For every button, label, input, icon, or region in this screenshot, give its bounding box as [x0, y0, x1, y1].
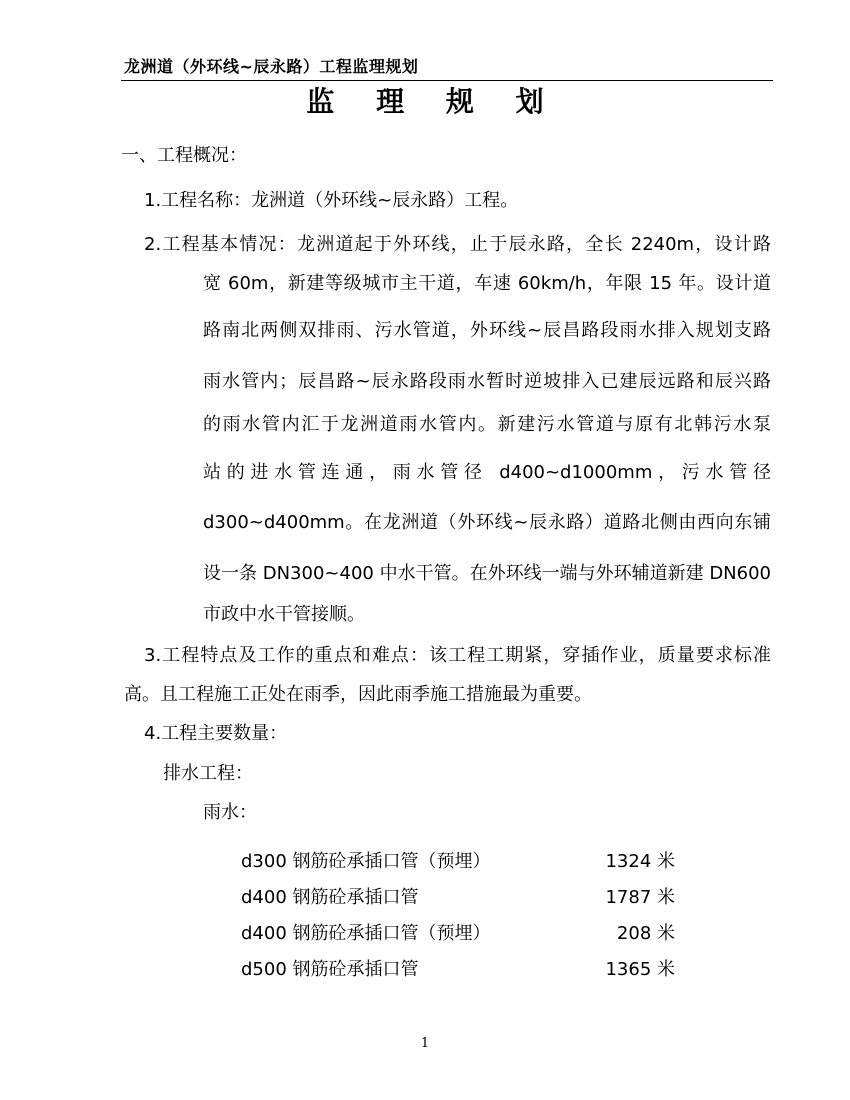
- item-4-heading: 4.工程主要数量：: [144, 723, 288, 744]
- list-item-name: d300 钢筋砼承插口管（预埋）: [241, 851, 491, 872]
- item-1-project-name: 1.工程名称：龙洲道（外环线~辰永路）工程。: [144, 190, 519, 211]
- list-item-qty: 1324 米: [605, 851, 675, 872]
- section-heading: 一、工程概况：: [121, 145, 247, 166]
- item-2-line: 宽 60m，新建等级城市主干道，车速 60km/h，年限 15 年。设计道: [203, 273, 771, 294]
- item-2-line: 路南北两侧双排雨、污水管道，外环线~辰昌路段雨水排入规划支路: [203, 320, 771, 341]
- list-item-qty: 1365 米: [605, 959, 675, 980]
- list-item-qty: 208 米: [616, 923, 675, 944]
- list-item-name: d400 钢筋砼承插口管: [241, 887, 419, 908]
- list-item-name: d500 钢筋砼承插口管: [241, 959, 419, 980]
- drainage-label: 排水工程：: [163, 763, 253, 784]
- document-title: 监 理 规 划: [306, 85, 560, 118]
- item-2-line: d300~d400mm。在龙洲道（外环线~辰永路）道路北侧由西向东铺: [203, 512, 771, 533]
- running-header: 龙洲道（外环线~辰永路）工程监理规划: [124, 57, 419, 76]
- item-3-line: 3.工程特点及工作的重点和难点：该工程工期紧，穿插作业，质量要求标准: [144, 645, 771, 666]
- list-item-qty: 1787 米: [605, 887, 675, 908]
- item-2-line: 站的进水管连通，雨水管径 d400~d1000mm，污水管径: [203, 462, 771, 483]
- item-2-line: 设一条 DN300~400 中水干管。在外环线一端与外环辅道新建 DN600: [203, 563, 771, 584]
- list-item-name: d400 钢筋砼承插口管（预埋）: [241, 923, 491, 944]
- page-number: 1: [420, 1036, 430, 1051]
- item-2-line: 市政中水干管接顺。: [203, 604, 365, 625]
- item-2-line: 雨水管内；辰昌路~辰永路段雨水暂时逆坡排入已建辰远路和辰兴路: [203, 371, 771, 392]
- rain-label: 雨水：: [203, 802, 257, 823]
- item-2-line: 2.工程基本情况：龙洲道起于外环线，止于辰永路，全长 2240m，设计路: [144, 234, 771, 255]
- item-2-line: 的雨水管内汇于龙洲道雨水管内。新建污水管道与原有北韩污水泵: [203, 414, 771, 435]
- item-3-line: 高。且工程施工正处在雨季，因此雨季施工措施最为重要。: [124, 684, 592, 705]
